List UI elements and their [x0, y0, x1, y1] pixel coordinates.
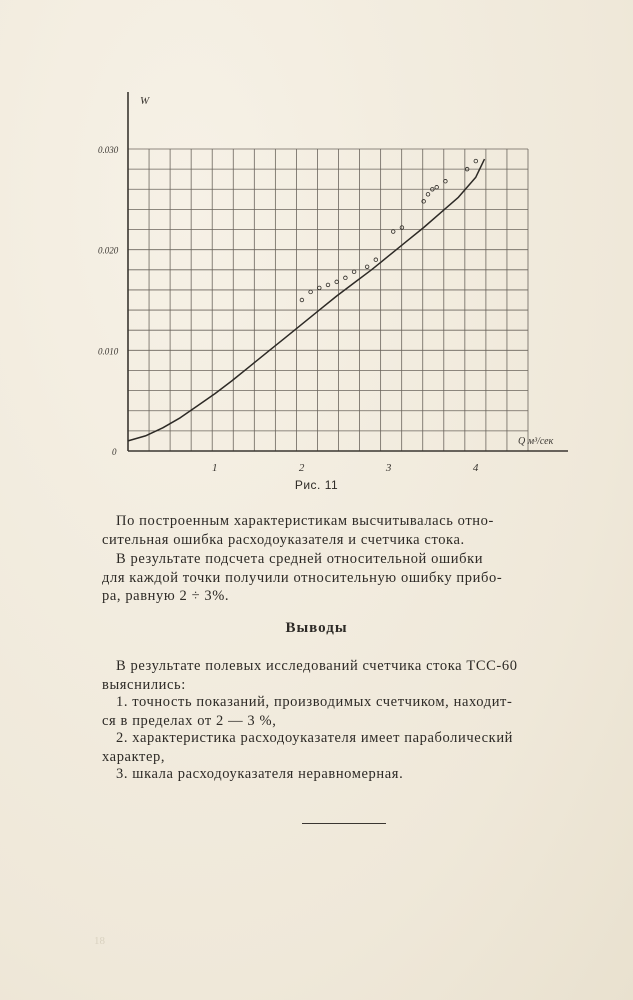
text-line: В результате подсчета средней относительной ошибки [116, 551, 484, 567]
y-tick-label: 0 [112, 447, 117, 457]
text-line: ся в пределах от 2 — 3 %, [102, 712, 277, 729]
conclusions-intro [102, 657, 598, 694]
x-tick-label: 3 [385, 462, 392, 474]
x-axis-title: Q м³/сек [518, 436, 554, 447]
chart-figure [0, 0, 633, 480]
text-line: для каждой точки получили относительную ошибку прибо- [102, 569, 503, 586]
data-point [300, 298, 304, 302]
text-line: 2. характеристика расходоуказателя имеет параболический [116, 730, 514, 746]
text-line: 1. точность показаний, производимых счетчиком, находит- [116, 694, 513, 710]
text-line: выяснились: [102, 676, 186, 693]
y-axis-title: W [140, 95, 150, 107]
x-tick-label: 2 [298, 462, 305, 474]
x-tick-label: 1 [211, 462, 218, 474]
data-point [318, 286, 322, 290]
chart-grid [128, 149, 528, 451]
conclusion-item-1 [102, 693, 598, 730]
chart-labels [140, 95, 554, 447]
chart-series [128, 159, 485, 441]
text-line: 3. шкала расходоуказателя неравномерная. [116, 766, 404, 782]
data-point [435, 185, 439, 189]
text-line: В результате полевых исследований счетчика стока ТСС-60 [116, 658, 518, 674]
page-number: 18 [94, 935, 105, 947]
text-line: По построенным характеристикам высчитывалась отно- [116, 513, 494, 529]
series-curve-line [128, 159, 485, 441]
data-point [374, 258, 378, 262]
section-heading: Выводы [285, 620, 348, 636]
data-point [365, 265, 369, 269]
conclusion-item-2 [102, 729, 598, 766]
figure-caption: Рис. 11 [294, 478, 339, 492]
y-tick-label: 0.030 [98, 145, 119, 155]
conclusion-item-3 [116, 765, 598, 784]
data-point [309, 290, 313, 294]
y-tick-label: 0.020 [98, 245, 119, 256]
x-tick-label: 4 [472, 462, 479, 474]
chart-axes [128, 92, 568, 451]
y-tick-label: 0.010 [98, 346, 119, 357]
paragraph-error-calc [102, 512, 598, 549]
text-line: сительная ошибка расходоуказателя и счетчика стока. [102, 531, 465, 548]
data-point [352, 270, 356, 274]
data-point [344, 276, 348, 280]
text-line: ра, равную 2 ÷ 3%. [102, 588, 230, 604]
data-point [335, 280, 339, 284]
chart-ticks [98, 145, 479, 474]
data-point [326, 283, 330, 287]
text-line: характер, [102, 748, 166, 765]
data-point [474, 159, 478, 163]
paragraph-result [102, 550, 598, 606]
data-point [426, 193, 430, 197]
data-point [391, 230, 395, 234]
end-rule [302, 823, 386, 824]
